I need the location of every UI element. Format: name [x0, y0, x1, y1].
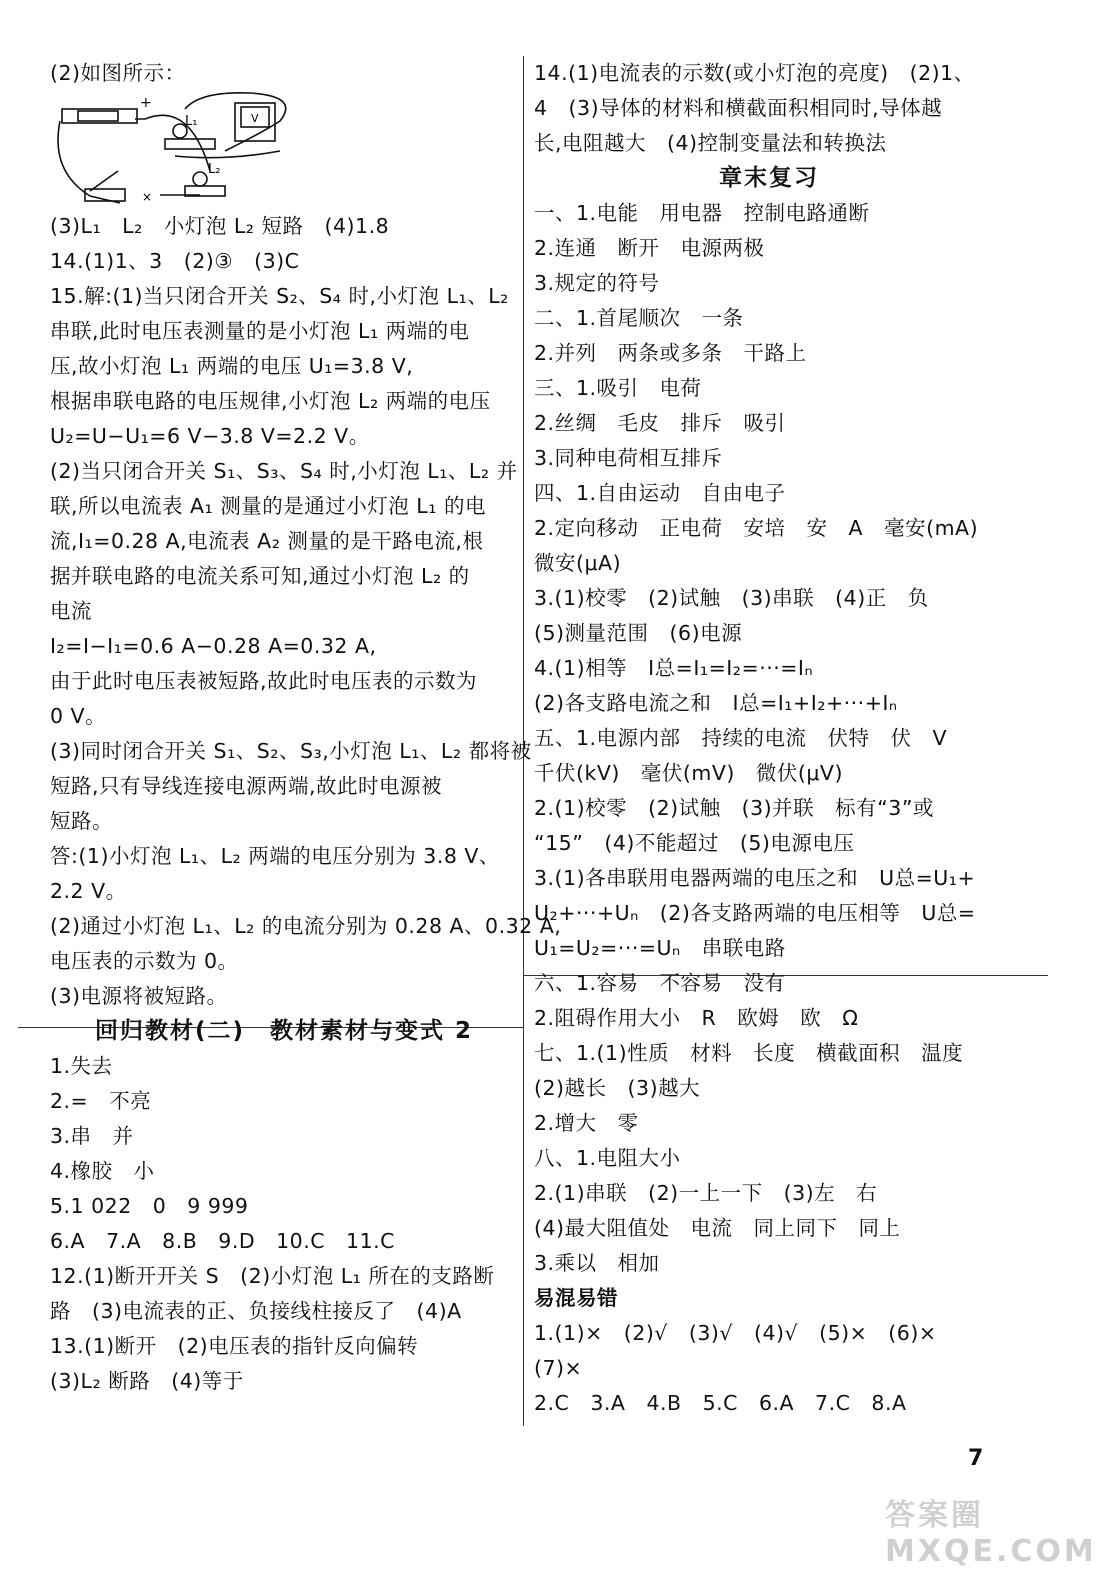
answer-line: 长,电阻越大 (4)控制变量法和转换法	[534, 131, 887, 155]
answer-line: 2.丝绸 毛皮 排斥 吸引	[534, 411, 786, 435]
label-l2: L₂	[208, 162, 221, 177]
answer-line: 15.解:(1)当只闭合开关 S₂、S₄ 时,小灯泡 L₁、L₂	[50, 284, 509, 308]
right-column	[534, 56, 1004, 1421]
switch-lever	[90, 171, 118, 191]
answer-line: 压,故小灯泡 L₁ 两端的电压 U₁=3.8 V,	[50, 354, 414, 378]
answer-line: 电流	[50, 599, 92, 623]
watermark: 答案圈 MXQE.COM	[885, 1498, 1097, 1569]
answer-line: 根据串联电路的电压规律,小灯泡 L₂ 两端的电压	[50, 389, 491, 413]
answer-line: 4 (3)导体的材料和横截面积相同时,导体越	[534, 96, 943, 120]
answer-line: U₁=U₂=···=Uₙ 串联电路	[534, 936, 786, 960]
answer-line: 3.同种电荷相互排斥	[534, 446, 723, 470]
wire	[175, 151, 280, 158]
cross-mark: ×	[142, 190, 153, 204]
answer-line: 1.失去	[50, 1054, 113, 1078]
answer-line: 三、1.吸引 电荷	[534, 376, 702, 400]
answer-line: U₂=U−U₁=6 V−3.8 V=2.2 V。	[50, 424, 370, 448]
subsection-heading: 易混易错	[534, 1286, 618, 1310]
answer-line: 短路,只有导线连接电源两端,故此时电源被	[50, 774, 443, 798]
page-number: 7	[968, 1446, 984, 1471]
answer-line: (5)测量范围 (6)电源	[534, 621, 743, 645]
answer-line: 七、1.(1)性质 材料 长度 横截面积 温度	[534, 1041, 964, 1065]
meter-label: V	[251, 112, 259, 125]
answer-line: 2.增大 零	[534, 1111, 639, 1135]
answer-line: (3)电源将被短路。	[50, 984, 228, 1008]
answer-line: 联,所以电流表 A₁ 测量的是通过小灯泡 L₁ 的电	[50, 494, 486, 518]
answer-line: I₂=I−I₁=0.6 A−0.28 A=0.32 A,	[50, 634, 377, 658]
section-heading: 章末复习	[719, 165, 819, 191]
battery	[78, 111, 118, 121]
answer-line: 3.串 并	[50, 1124, 134, 1148]
answer-line: 1.(1)× (2)√ (3)√ (4)√ (5)× (6)×	[534, 1321, 937, 1345]
answer-line: U₂+···+Uₙ (2)各支路两端的电压相等 U总=	[534, 901, 976, 925]
answer-line: 八、1.电阻大小	[534, 1146, 681, 1170]
answer-line: 2.= 不亮	[50, 1089, 152, 1113]
answer-line: 六、1.容易 不容易 没有	[534, 971, 786, 995]
bulb-l2-icon	[193, 172, 207, 186]
answer-line: 串联,此时电压表测量的是小灯泡 L₁ 两端的电	[50, 319, 470, 343]
answer-line: (2)越长 (3)越大	[534, 1076, 701, 1100]
answer-line: 14.(1)电流表的示数(或小灯泡的亮度) (2)1、	[534, 61, 975, 85]
answer-line: 2.C 3.A 4.B 5.C 6.A 7.C 8.A	[534, 1391, 907, 1415]
answer-line: “15” (4)不能超过 (5)电源电压	[534, 831, 855, 855]
answer-line: 电压表的示数为 0。	[50, 949, 239, 973]
answer-line: (7)×	[534, 1356, 583, 1380]
answer-line: 五、1.电源内部 持续的电流 伏特 伏 V	[534, 726, 948, 750]
wire	[58, 121, 120, 203]
answer-line: 路 (3)电流表的正、负接线柱接反了 (4)A	[50, 1299, 462, 1323]
answer-line: 一、1.电能 用电器 控制电路通断	[534, 201, 870, 225]
answer-line: 答:(1)小灯泡 L₁、L₂ 两端的电压分别为 3.8 V、	[50, 844, 500, 868]
label-l1: L₁	[185, 114, 198, 129]
answer-line: 3.规定的符号	[534, 271, 660, 295]
answer-line: 短路。	[50, 809, 113, 833]
plus-sign: +	[140, 95, 152, 111]
answer-line: 2.2 V。	[50, 879, 127, 903]
answer-line: (2)如图所示：	[50, 61, 186, 85]
section-heading: 回归教材(二) 教材素材与变式 2	[94, 1018, 474, 1044]
answer-line: (4)最大阻值处 电流 同上同下 同上	[534, 1216, 901, 1240]
answer-line: 由于此时电压表被短路,故此时电压表的示数为	[50, 669, 478, 693]
answer-line: (3)同时闭合开关 S₁、S₂、S₃,小灯泡 L₁、L₂ 都将被	[50, 739, 532, 763]
answer-line: 2.并列 两条或多条 干路上	[534, 341, 807, 365]
answer-line: 微安(μA)	[534, 551, 622, 575]
answer-line: 2.(1)校零 (2)试触 (3)并联 标有“3”或	[534, 796, 934, 820]
answer-line: 12.(1)断开开关 S (2)小灯泡 L₁ 所在的支路断	[50, 1264, 495, 1288]
answer-line: 2.阻碍作用大小 R 欧姆 欧 Ω	[534, 1006, 859, 1030]
answer-line: 4.(1)相等 I总=I₁=I₂=···=Iₙ	[534, 656, 814, 680]
answer-line: 2.(1)串联 (2)一上一下 (3)左 右	[534, 1181, 878, 1205]
circuit-diagram	[50, 91, 518, 209]
bulb-base-l1	[165, 139, 215, 149]
answer-line: 2.连通 断开 电源两极	[534, 236, 765, 260]
answer-line: 6.A 7.A 8.B 9.D 10.C 11.C	[50, 1229, 395, 1253]
answer-line: 二、1.首尾顺次 一条	[534, 306, 744, 330]
answer-line: 4.橡胶 小	[50, 1159, 155, 1183]
answer-line: 13.(1)断开 (2)电压表的指针反向偏转	[50, 1334, 419, 1358]
answer-line: (3)L₂ 断路 (4)等于	[50, 1369, 244, 1393]
answer-line: 5.1 022 0 9 999	[50, 1194, 249, 1218]
answer-line: (3)L₁ L₂ 小灯泡 L₂ 短路 (4)1.8	[50, 214, 390, 238]
circuit-diagram-svg	[50, 91, 300, 209]
answer-line: 千伏(kV) 毫伏(mV) 微伏(μV)	[534, 761, 843, 785]
answer-line: (2)各支路电流之和 I总=I₁+I₂+···+Iₙ	[534, 691, 898, 715]
answer-line: 2.定向移动 正电荷 安培 安 A 毫安(mA)	[534, 516, 979, 540]
left-column	[50, 56, 562, 1399]
answer-line: 3.乘以 相加	[534, 1251, 660, 1275]
answer-line: 3.(1)各串联用电器两端的电压之和 U总=U₁+	[534, 866, 976, 890]
answer-line: 据并联电路的电流关系可知,通过小灯泡 L₂ 的	[50, 564, 470, 588]
answer-line: (2)通过小灯泡 L₁、L₂ 的电流分别为 0.28 A、0.32 A,	[50, 914, 562, 938]
answer-line: 四、1.自由运动 自由电子	[534, 481, 786, 505]
answer-line: (2)当只闭合开关 S₁、S₃、S₄ 时,小灯泡 L₁、L₂ 并	[50, 459, 518, 483]
wire	[135, 115, 210, 171]
answer-line: 3.(1)校零 (2)试触 (3)串联 (4)正 负	[534, 586, 929, 610]
answer-line: 14.(1)1、3 (2)③ (3)C	[50, 249, 300, 273]
answer-line: 流,I₁=0.28 A,电流表 A₂ 测量的是干路电流,根	[50, 529, 484, 553]
answer-line: 0 V。	[50, 704, 107, 728]
